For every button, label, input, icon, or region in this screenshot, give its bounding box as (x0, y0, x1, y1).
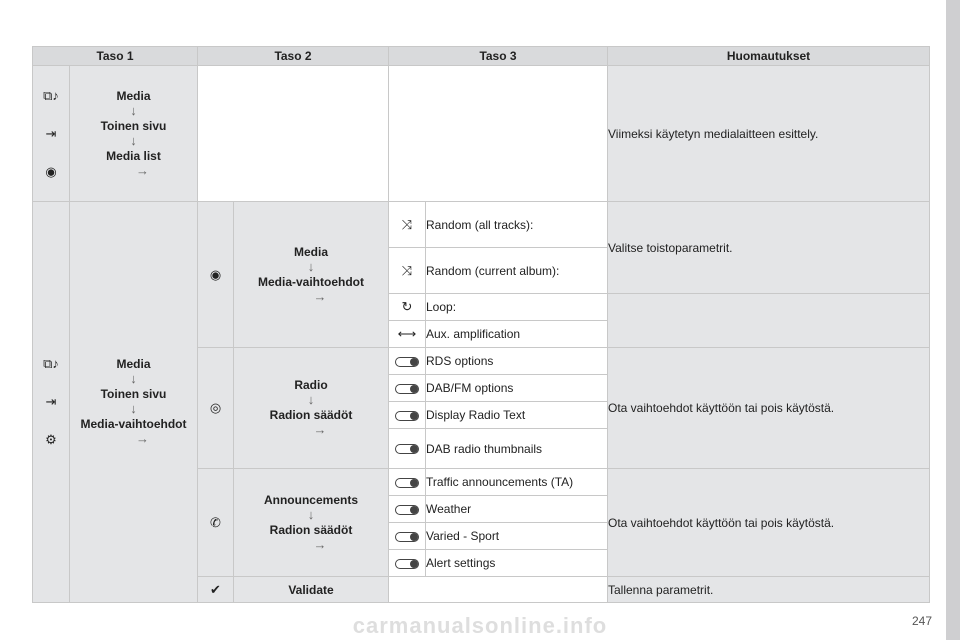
step-radio-settings: Radion säädöt (269, 522, 353, 537)
note-cell: Valitse toistoparametrit. (608, 202, 930, 294)
option-icon (389, 375, 426, 402)
announcement-icon: ✆ (210, 514, 221, 530)
option-icon (389, 402, 426, 429)
option-label: RDS options (426, 348, 608, 375)
watermark: carmanualsonline.info (352, 613, 608, 638)
step-media: Media (116, 88, 151, 103)
loop-icon: ↻ (401, 299, 413, 314)
option-icon (389, 469, 426, 496)
arrow-down-icon: ↓ (130, 132, 137, 148)
level1-icons (33, 66, 70, 202)
toggle-icon (395, 505, 419, 515)
step-announcements: Announcements (263, 492, 358, 507)
validate-empty (389, 577, 608, 603)
level2-icon (198, 202, 234, 348)
header-level-1: Taso 1 (33, 47, 198, 66)
step-media: Media (293, 244, 328, 259)
header-level-2: Taso 2 (198, 47, 389, 66)
arrow-down-icon: ↓ (307, 506, 315, 522)
step-radio: Radio (294, 378, 328, 392)
note-empty (608, 294, 930, 348)
option-icon (389, 550, 426, 577)
arrow-right-icon: → (313, 536, 327, 552)
toggle-icon (395, 478, 419, 488)
note-cell: Tallenna parametrit. (608, 577, 930, 603)
amplification-icon: ⟷ (397, 326, 417, 341)
step-radio-settings: Radion säädöt (269, 408, 353, 422)
step-media-options: Media-vaihtoehdot (257, 274, 364, 289)
level2-path (234, 202, 389, 348)
page-icon: ⇥ (45, 394, 57, 409)
shuffle-icon: ⤨ (401, 262, 413, 278)
table-row (33, 202, 930, 248)
disc-icon: ◉ (209, 266, 222, 282)
step-second-page: Toinen sivu (100, 118, 167, 133)
option-label: Traffic announcements (TA) (426, 469, 608, 496)
option-icon (389, 248, 426, 294)
option-label: Alert settings (426, 550, 608, 577)
option-icon (389, 348, 426, 375)
validate-label: Validate (234, 577, 389, 603)
radio-icon: ◎ (209, 400, 222, 415)
level1-path (70, 202, 198, 603)
arrow-down-icon: ↓ (307, 392, 315, 407)
option-icon (389, 523, 426, 550)
toggle-icon (395, 444, 419, 454)
level2-icon (198, 348, 234, 469)
level2-icon (198, 469, 234, 577)
header-notes: Huomautukset (608, 47, 930, 66)
option-label: Random (current album): (426, 248, 608, 294)
option-label: Display Radio Text (426, 402, 608, 429)
arrow-down-icon: ↓ (130, 401, 137, 416)
option-icon (389, 294, 426, 321)
header-row (33, 47, 930, 66)
shuffle-all-icon: ⤨ (401, 216, 413, 232)
option-icon (389, 321, 426, 348)
arrow-right-icon: → (313, 422, 327, 437)
option-label: Aux. amplification (426, 321, 608, 348)
option-label: Random (all tracks): (426, 202, 608, 248)
option-icon (389, 496, 426, 523)
check-icon: ✔ (210, 581, 221, 597)
validate-icon-cell (198, 577, 234, 603)
toggle-icon (395, 532, 419, 542)
option-label: Loop: (426, 294, 608, 321)
step-media: Media (116, 357, 151, 371)
step-media-list: Media list (106, 148, 161, 163)
option-label: DAB radio thumbnails (426, 429, 608, 469)
note-cell: Ota vaihtoehdot käyttöön tai pois käytöstä. (608, 469, 930, 577)
media-note-icon: ⧉♪ (43, 87, 59, 103)
level3-empty (389, 66, 608, 202)
arrow-down-icon: ↓ (130, 102, 137, 118)
note-cell: Viimeksi käytetyn medialaitteen esittely. (608, 66, 930, 202)
page-edge-tab (946, 0, 960, 640)
toggle-icon (395, 384, 419, 394)
settings-table (32, 46, 930, 603)
media-note-icon: ⧉♪ (43, 356, 59, 371)
arrow-right-icon: → (313, 288, 327, 304)
level1-icons (33, 202, 70, 603)
option-icon (389, 429, 426, 469)
option-label: Weather (426, 496, 608, 523)
level2-path (234, 469, 389, 577)
table-row (33, 66, 930, 202)
page-number: 247 (912, 614, 933, 628)
option-label: Varied - Sport (426, 523, 608, 550)
option-icon (389, 202, 426, 248)
toggle-icon (395, 357, 419, 367)
toggle-icon (395, 411, 419, 421)
toggle-icon (395, 559, 419, 569)
arrow-right-icon: → (136, 162, 149, 178)
level1-path (70, 66, 198, 202)
header-level-3: Taso 3 (389, 47, 608, 66)
disc-icon: ◉ (45, 163, 57, 179)
settings-icon: ⚙ (45, 432, 57, 447)
arrow-down-icon: ↓ (130, 371, 137, 386)
page-icon: ⇥ (45, 125, 57, 141)
arrow-right-icon: → (136, 431, 149, 446)
level2-empty (198, 66, 389, 202)
arrow-down-icon: ↓ (307, 258, 315, 274)
step-second-page: Toinen sivu (100, 387, 167, 401)
level2-path (234, 348, 389, 469)
option-label: DAB/FM options (426, 375, 608, 402)
step-media-options: Media-vaihtoehdot (80, 417, 187, 431)
note-cell: Ota vaihtoehdot käyttöön tai pois käytöstä. (608, 348, 930, 469)
